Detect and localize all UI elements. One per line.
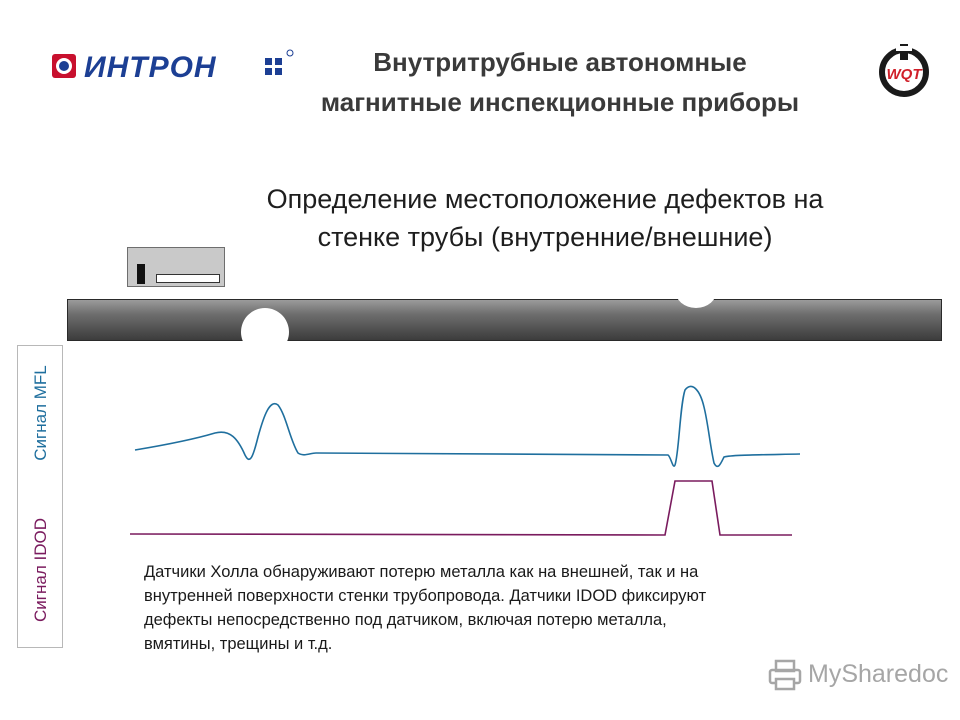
description-line1: Датчики Холла обнаруживают потерю металла как на внешней, так и на [144, 563, 699, 581]
slide-subtitle-line2: стенке трубы (внутренние/внешние) [317, 222, 773, 252]
description-line3: дефекты непосредственно под датчиком, включая потерю металла, [144, 611, 667, 629]
slide-subtitle [200, 180, 890, 256]
slide-subtitle-line1: Определение местоположение дефектов на [266, 184, 824, 214]
page-title-line1: Внутритрубные автономные [373, 47, 747, 77]
intron-logo-emblem [52, 54, 76, 78]
defect-internal [241, 308, 289, 356]
sensor-bar [137, 264, 145, 284]
page-title-line2: магнитные инспекционные приборы [320, 87, 800, 117]
wqt-logo-text: WQT [886, 66, 922, 83]
description-text [144, 560, 844, 656]
signal-traces [120, 375, 820, 545]
description-line4: вмятины, трещины и т.д. [144, 635, 333, 653]
mfl-signal-label: Сигнал MFL [31, 365, 50, 461]
pipe-wall [67, 299, 942, 341]
description-line2: внутренней поверхности стенки трубопровода. Датчики IDOD фиксируют [144, 587, 707, 605]
watermark-text: MySharedoc [808, 660, 949, 688]
printer-icon [768, 659, 802, 691]
defect-external [675, 272, 717, 308]
idod-signal-trace [130, 481, 792, 535]
sensor-block [127, 247, 225, 287]
page-title [240, 42, 880, 122]
mfl-signal-trace [135, 386, 800, 466]
idod-signal-label: Сигнал IDOD [31, 518, 50, 622]
watermark [768, 657, 949, 693]
wqt-logo [878, 44, 930, 98]
sensor-slot [156, 274, 220, 283]
intron-logo-text: ИНТРОН [84, 51, 217, 84]
